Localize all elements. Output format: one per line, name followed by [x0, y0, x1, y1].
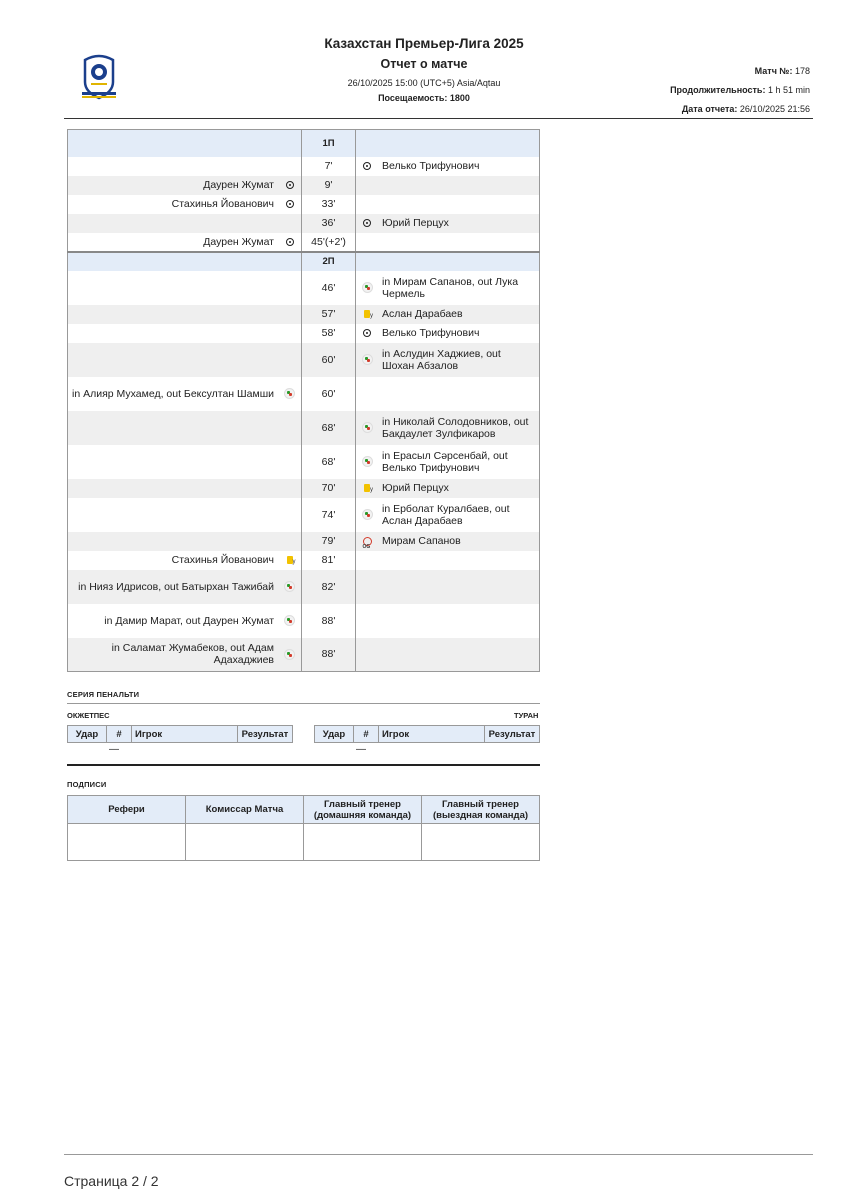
home-event-text: [68, 214, 279, 233]
goal-icon: [286, 200, 294, 208]
event-row: [68, 411, 540, 445]
penalties-home-table: [67, 725, 293, 743]
col-player: Игрок: [132, 726, 238, 743]
home-event-text: in Дамир Марат, out Даурен Жумат: [68, 604, 279, 638]
match-datetime: 26/10/2025 15:00 (UTC+5) Asia/Aqtau: [347, 78, 501, 88]
penalties-away-table: [314, 725, 540, 743]
yellow-card-icon: [364, 484, 370, 492]
period-header-second-half: [68, 252, 540, 271]
event-minute: 68': [302, 411, 356, 445]
col-result: Результат: [485, 726, 540, 743]
substitution-icon: [362, 456, 373, 467]
goal-icon: [363, 162, 371, 170]
penalties-away-team: ТУРАН: [514, 711, 539, 720]
period-label: 1П: [302, 130, 356, 157]
col-shot: Удар: [68, 726, 107, 743]
event-row: [68, 532, 540, 551]
home-event-text: Стахинья Йованович: [68, 195, 279, 214]
event-minute: 79': [302, 532, 356, 551]
event-minute: 88': [302, 604, 356, 638]
home-event-text: [68, 498, 279, 532]
sig-home-coach-cell: [304, 824, 422, 861]
away-event-text: in Мирам Сапанов, out Лука Чермель: [378, 271, 540, 305]
col-player: Игрок: [379, 726, 485, 743]
away-event-text: [378, 377, 540, 411]
home-event-text: [68, 305, 279, 324]
substitution-icon: [284, 649, 295, 660]
event-row: [68, 445, 540, 479]
away-event-text: [378, 638, 540, 672]
home-event-text: [68, 343, 279, 377]
period-header-first-half: [68, 130, 540, 157]
substitution-icon: [284, 615, 295, 626]
sig-home-coach-header: Главный тренер (домашняя команда): [304, 796, 422, 824]
event-minute: 36': [302, 214, 356, 233]
substitution-icon: [284, 388, 295, 399]
event-row: [68, 498, 540, 532]
event-minute: 7': [302, 157, 356, 176]
away-event-text: [378, 233, 540, 252]
away-event-text: in Николай Солодовников, out Бакдаулет Зулфикаров: [378, 411, 540, 445]
report-date: Дата отчета: 26/10/2025 21:56: [681, 104, 810, 114]
goal-icon: [286, 238, 294, 246]
penalties-home-empty: —: [109, 744, 119, 755]
away-event-text: Мирам Сапанов: [378, 532, 540, 551]
col-result: Результат: [238, 726, 293, 743]
away-event-text: Юрий Перцух: [378, 479, 540, 498]
event-minute: 70': [302, 479, 356, 498]
away-event-text: [378, 570, 540, 604]
col-number: #: [107, 726, 132, 743]
event-row: [68, 551, 540, 570]
away-event-text: Юрий Перцух: [378, 214, 540, 233]
report-subtitle: Отчет о матче: [380, 57, 468, 71]
attendance-value: 1800: [449, 93, 470, 103]
attendance: Посещаемость: 1800: [378, 93, 470, 103]
away-event-text: Велько Трифунович: [378, 157, 540, 176]
league-title: Казахстан Премьер-Лига 2025: [324, 36, 524, 51]
away-event-text: in Аслудин Хаджиев, out Шохан Абзалов: [378, 343, 540, 377]
signatures-table: [67, 795, 540, 861]
event-row: [68, 479, 540, 498]
home-event-text: [68, 445, 279, 479]
yellow-card-icon: [287, 556, 293, 564]
event-minute: 46': [302, 271, 356, 305]
event-minute: 82': [302, 570, 356, 604]
home-event-text: [68, 532, 279, 551]
away-event-text: [378, 551, 540, 570]
substitution-icon: [362, 422, 373, 433]
event-row: [68, 324, 540, 343]
away-event-text: Велько Трифунович: [378, 324, 540, 343]
event-row: [68, 638, 540, 672]
home-event-text: in Алияр Мухамед, out Бексултан Шамши: [68, 377, 279, 411]
event-row: [68, 214, 540, 233]
away-event-text: in Ерболат Куралбаев, out Аслан Дарабаев: [378, 498, 540, 532]
sig-commissioner-cell: [186, 824, 304, 861]
penalties-divider: [67, 703, 540, 704]
event-row: [68, 233, 540, 252]
event-row: [68, 195, 540, 214]
sig-commissioner-header: Комиссар Матча: [186, 796, 304, 824]
event-row: [68, 305, 540, 324]
event-minute: 60': [302, 377, 356, 411]
event-row: [68, 377, 540, 411]
event-minute: 74': [302, 498, 356, 532]
own-goal-icon: [363, 537, 372, 546]
home-event-text: Даурен Жумат: [68, 176, 279, 195]
event-minute: 33': [302, 195, 356, 214]
event-minute: 81': [302, 551, 356, 570]
substitution-icon: [362, 354, 373, 365]
goal-icon: [363, 219, 371, 227]
yellow-card-icon: [364, 310, 370, 318]
home-event-text: [68, 411, 279, 445]
event-minute: 68': [302, 445, 356, 479]
home-event-text: [68, 324, 279, 343]
substitution-icon: [362, 282, 373, 293]
event-row: [68, 271, 540, 305]
match-duration: Продолжительность: 1 h 51 min: [670, 85, 810, 95]
period-label: 2П: [302, 252, 356, 271]
penalties-bottom-rule: [67, 764, 540, 766]
event-row: [68, 604, 540, 638]
event-minute: 88': [302, 638, 356, 672]
event-row: [68, 176, 540, 195]
sig-referee-header: Рефери: [68, 796, 186, 824]
away-event-text: [378, 604, 540, 638]
event-minute: 45'(+2'): [302, 233, 356, 252]
home-event-text: [68, 479, 279, 498]
match-events-table: [67, 129, 540, 672]
away-event-text: Аслан Дарабаев: [378, 305, 540, 324]
home-event-text: [68, 157, 279, 176]
col-number: #: [354, 726, 379, 743]
goal-icon: [286, 181, 294, 189]
penalties-away-empty: —: [356, 744, 366, 755]
goal-icon: [363, 329, 371, 337]
away-event-text: [378, 176, 540, 195]
penalties-section-label: СЕРИЯ ПЕНАЛЬТИ: [67, 690, 140, 699]
event-minute: 9': [302, 176, 356, 195]
event-row: [68, 343, 540, 377]
match-meta: [670, 62, 810, 119]
event-minute: 58': [302, 324, 356, 343]
home-event-text: Даурен Жумат: [68, 233, 279, 252]
sig-away-coach-cell: [422, 824, 540, 861]
page-number: Страница 2 / 2: [64, 1173, 159, 1189]
signatures-section-label: ПОДПИСИ: [67, 780, 107, 789]
event-row: [68, 570, 540, 604]
penalties-home-team: ОКЖЕТПЕС: [67, 711, 110, 720]
event-minute: 60': [302, 343, 356, 377]
away-event-text: [378, 195, 540, 214]
event-minute: 57': [302, 305, 356, 324]
away-event-text: in Ерасыл Сәрсенбай, out Велько Трифунович: [378, 445, 540, 479]
home-event-text: [68, 271, 279, 305]
sig-away-coach-header: Главный тренер (выездная команда): [422, 796, 540, 824]
header-divider: [64, 118, 813, 119]
home-event-text: in Саламат Жумабеков, out Адам Адахаджиев: [68, 638, 279, 672]
home-event-text: in Нияз Идрисов, out Батырхан Тажибай: [68, 570, 279, 604]
event-row: [68, 157, 540, 176]
footer-divider: [64, 1154, 813, 1155]
col-shot: Удар: [315, 726, 354, 743]
home-event-text: Стахинья Йованович: [68, 551, 279, 570]
sig-referee-cell: [68, 824, 186, 861]
match-number: Матч №: 178: [754, 66, 810, 76]
substitution-icon: [362, 509, 373, 520]
substitution-icon: [284, 581, 295, 592]
